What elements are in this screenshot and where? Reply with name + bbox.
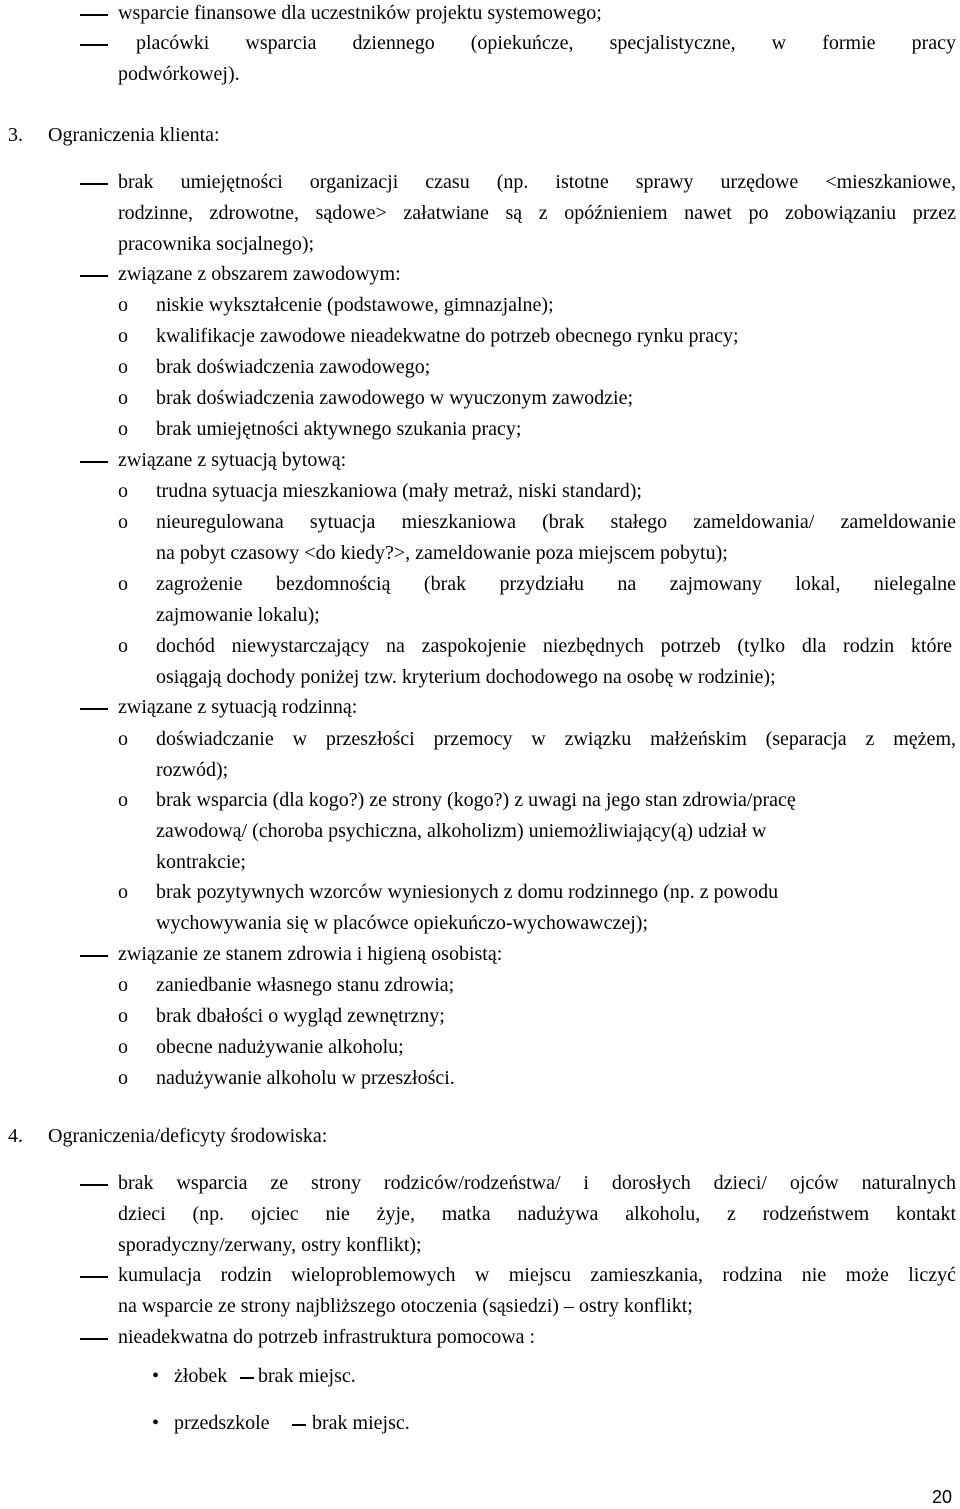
dash-marker <box>80 1338 108 1340</box>
list-item: nieadekwatna do potrzeb infrastruktura pomocowa : <box>118 1326 536 1348</box>
list-item-continuation: pracownika socjalnego); <box>118 233 315 255</box>
sub-bullet-o: o <box>118 1067 128 1089</box>
list-item: kumulacja rodzin wieloproblemowych w miejscu zamieszkania, rodzina nie może liczyć <box>118 1264 956 1286</box>
sub-bullet-o: o <box>118 387 128 409</box>
sub-bullet-o: o <box>118 294 128 316</box>
list-item-continuation: podwórkowej). <box>118 63 240 85</box>
infrastructure-item-label: żłobek <box>174 1365 228 1387</box>
subsection-heading: związane z sytuacją rodzinną: <box>118 696 358 718</box>
sub-item: brak doświadczenia zawodowego; <box>156 356 431 378</box>
sub-item: nadużywanie alkoholu w przeszłości. <box>156 1067 455 1089</box>
bullet-dot: • <box>152 1412 160 1434</box>
sub-item-continuation: rozwód); <box>156 759 229 781</box>
sub-item: brak wsparcia (dla kogo?) ze strony (kogo?) z uwagi na jego stan zdrowia/pracę <box>156 789 796 811</box>
section-heading: Ograniczenia/deficyty środowiska: <box>48 1125 328 1147</box>
sub-bullet-o: o <box>118 511 128 533</box>
section-number: 4. <box>8 1125 23 1147</box>
sub-item-continuation: na pobyt czasowy <do kiedy?>, zameldowanie poza miejscem pobytu); <box>156 542 728 564</box>
list-item: placówki wsparcia dziennego (opiekuńcze, specjalistyczne, w formie pracy <box>136 32 956 54</box>
sub-item: brak umiejętności aktywnego szukania pracy; <box>156 418 522 440</box>
section-heading: Ograniczenia klienta: <box>48 124 220 146</box>
sub-bullet-o: o <box>118 573 128 595</box>
list-item: brak umiejętności organizacji czasu (np. istotne sprawy urzędowe <mieszkaniowe, <box>118 171 956 193</box>
subsection-heading: związane z obszarem zawodowym: <box>118 263 401 285</box>
sub-item: trudna sytuacja mieszkaniowa (mały metraż, niski standard); <box>156 480 642 502</box>
dash-marker <box>80 461 108 463</box>
dash-separator <box>240 1377 254 1379</box>
subsection-heading: związane z sytuacją bytową: <box>118 449 347 471</box>
sub-item-continuation: zawodową/ (choroba psychiczna, alkoholizm) uniemożliwiający(ą) udział w <box>156 820 767 842</box>
sub-item-continuation: osiągają dochody poniżej tzw. kryterium dochodowego na osobę w rodzinie); <box>156 666 776 688</box>
sub-bullet-o: o <box>118 1005 128 1027</box>
sub-item-continuation: kontrakcie; <box>156 851 246 873</box>
dash-marker <box>80 183 108 185</box>
list-item: wsparcie finansowe dla uczestników projektu systemowego; <box>118 2 602 24</box>
dash-marker <box>80 14 108 16</box>
dash-marker <box>80 275 108 277</box>
sub-item: zaniedbanie własnego stanu zdrowia; <box>156 974 455 996</box>
sub-item-continuation: zajmowanie lokalu); <box>156 604 320 626</box>
sub-item: nieuregulowana sytuacja mieszkaniowa (brak stałego zameldowania/ zameldowanie <box>156 511 956 533</box>
dash-marker <box>80 955 108 957</box>
sub-item-continuation: wychowywania się w placówce opiekuńczo-wychowawczej); <box>156 912 649 934</box>
list-item-continuation: na wsparcie ze strony najbliższego otoczenia (sąsiedzi) – ostry konflikt; <box>118 1295 693 1317</box>
sub-bullet-o: o <box>118 418 128 440</box>
page-number: 20 <box>932 1487 953 1507</box>
list-item-continuation: dzieci (np. ojciec nie żyje, matka nadużywa alkoholu, z rodzeństwem kontakt <box>118 1203 956 1225</box>
sub-bullet-o: o <box>118 881 128 903</box>
infrastructure-item-value: brak miejsc. <box>258 1365 356 1387</box>
list-item-continuation: rodzinne, zdrowotne, sądowe> załatwiane są z opóźnieniem nawet po zobowiązaniu przez <box>118 202 956 224</box>
sub-item: doświadczanie w przeszłości przemocy w związku małżeńskim (separacja z mężem, <box>156 728 956 750</box>
infrastructure-item-label: przedszkole <box>174 1412 270 1434</box>
dash-marker <box>80 1276 108 1278</box>
sub-item: kwalifikacje zawodowe nieadekwatne do potrzeb obecnego rynku pracy; <box>156 325 739 347</box>
infrastructure-item-value: brak miejsc. <box>312 1412 410 1434</box>
bullet-dot: • <box>152 1365 160 1387</box>
dash-marker <box>80 1184 108 1186</box>
sub-item: brak pozytywnych wzorców wyniesionych z domu rodzinnego (np. z powodu <box>156 881 779 903</box>
subsection-heading: związanie ze stanem zdrowia i higieną osobistą: <box>118 943 503 965</box>
sub-bullet-o: o <box>118 325 128 347</box>
sub-bullet-o: o <box>118 1036 128 1058</box>
list-item-continuation: sporadyczny/zerwany, ostry konflikt); <box>118 1234 422 1256</box>
sub-item: obecne nadużywanie alkoholu; <box>156 1036 404 1058</box>
sub-item: zagrożenie bezdomnością (brak przydziału na zajmowany lokal, nielegalne <box>156 573 956 595</box>
sub-bullet-o: o <box>118 356 128 378</box>
dash-marker <box>80 708 108 710</box>
sub-bullet-o: o <box>118 635 128 657</box>
dash-separator <box>292 1424 306 1426</box>
list-item: brak wsparcia ze strony rodziców/rodzeństwa/ i dorosłych dzieci/ ojców naturalnych <box>118 1172 956 1194</box>
sub-item: niskie wykształcenie (podstawowe, gimnazjalne); <box>156 294 554 316</box>
sub-item: dochód niewystarczający na zaspokojenie niezbędnych potrzeb (tylko dla rodzin które <box>156 635 952 657</box>
section-number: 3. <box>8 124 23 146</box>
sub-bullet-o: o <box>118 728 128 750</box>
sub-bullet-o: o <box>118 789 128 811</box>
sub-bullet-o: o <box>118 974 128 996</box>
sub-item: brak doświadczenia zawodowego w wyuczonym zawodzie; <box>156 387 634 409</box>
dash-marker <box>80 44 108 46</box>
sub-item: brak dbałości o wygląd zewnętrzny; <box>156 1005 445 1027</box>
sub-bullet-o: o <box>118 480 128 502</box>
